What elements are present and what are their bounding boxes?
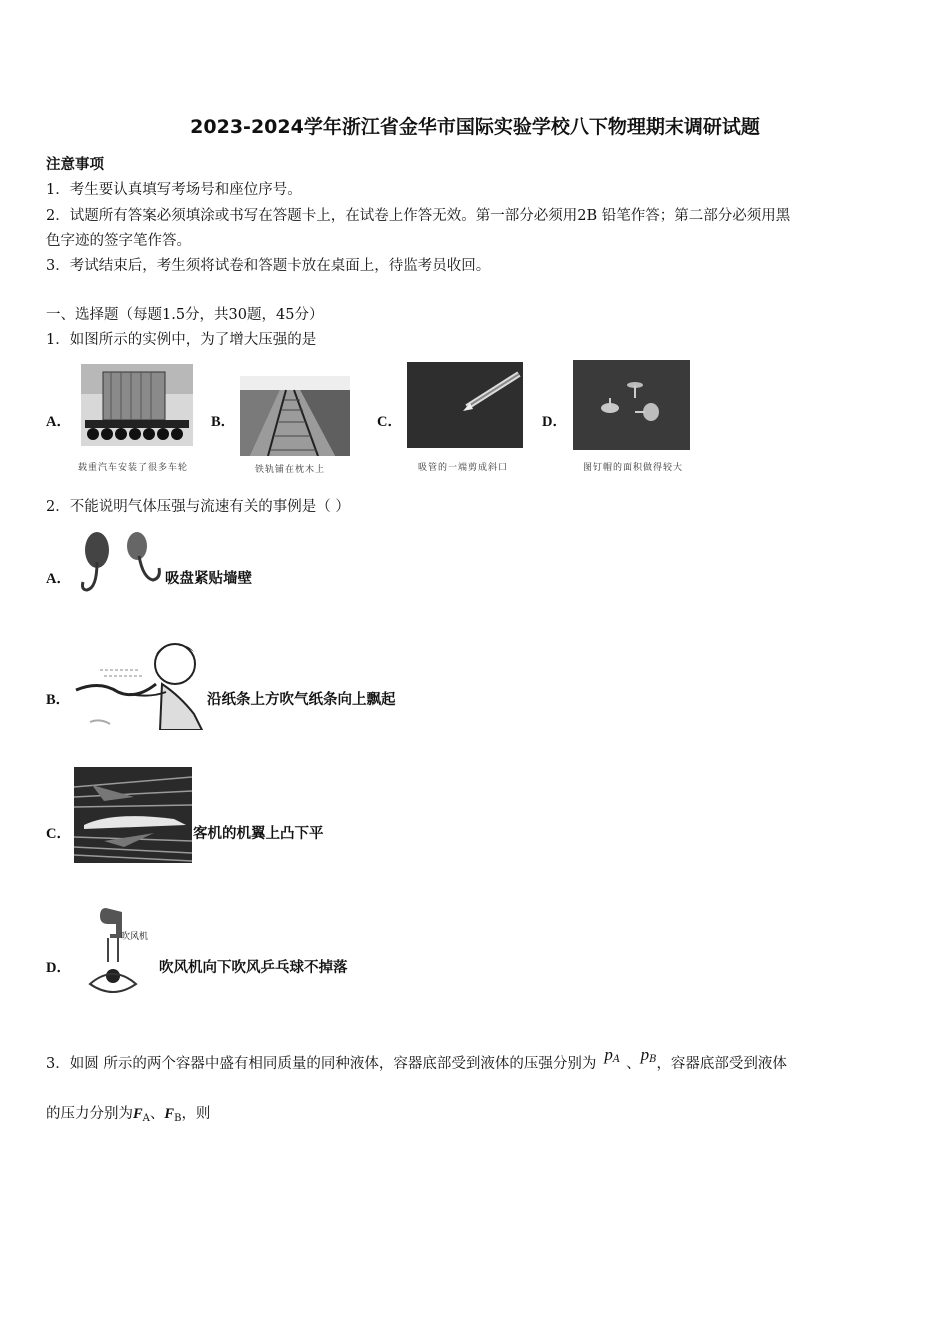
- q1-option-a-caption: 载重汽车安装了很多车轮: [78, 463, 189, 473]
- truck-image: [81, 364, 193, 446]
- q1-option-a-label: A．: [46, 414, 71, 430]
- q1-option-d-caption: 图钉帽的面积做得较大: [583, 463, 684, 473]
- q1-option-d-label: D．: [542, 414, 567, 430]
- suction-cup-image: [77, 528, 163, 600]
- pressure-a-symbol: p: [604, 1045, 613, 1064]
- force-b-symbol: F: [164, 1106, 175, 1122]
- notice-item: 3．考试结束后，考生须将试卷和答题卡放在桌面上，待监考员收回。: [46, 258, 491, 274]
- q2-option-d-text: 吹风机向下吹风乒乓球不掉落: [159, 959, 348, 976]
- separator: 、: [626, 1056, 641, 1072]
- question-3-stem-c: 的压力分别为: [46, 1106, 133, 1122]
- force-a-subscript: A: [142, 1113, 150, 1124]
- pushpin-image: [573, 360, 690, 450]
- boy-blowing-paper-image: [70, 636, 206, 730]
- railway-image: [240, 376, 350, 456]
- q2-option-b-label: B．: [46, 692, 71, 708]
- pressure-b-subscript: B: [649, 1054, 657, 1065]
- pressure-b-symbol: p: [640, 1045, 650, 1064]
- question-3-stem-d: ，则: [181, 1106, 211, 1122]
- q1-option-c-caption: 吸管的一端剪成斜口: [418, 463, 509, 473]
- notice-item: 2．试题所有答案必须填涂或书写在答题卡上，在试卷上作答无效。第一部分必须用2B 铅笔作答；第二部分必须用黑: [46, 208, 791, 224]
- airplane-wing-image: [74, 767, 192, 863]
- straw-image: [407, 362, 523, 448]
- q2-option-a-label: A．: [46, 571, 71, 587]
- page-title: 2023-2024学年浙江省金华市国际实验学校八下物理期末调研试题: [190, 116, 760, 138]
- q2-option-c-label: C．: [46, 826, 71, 842]
- q1-option-b-label: B．: [211, 414, 236, 430]
- question-3-stem-b: ，容器底部受到液体: [656, 1056, 787, 1072]
- notice-heading: 注意事项: [46, 156, 104, 173]
- notice-item: 1．考生要认真填写考场号和座位序号。: [46, 182, 302, 198]
- q2-option-b-text: 沿纸条上方吹气纸条向上飘起: [207, 691, 396, 708]
- question-3-stem-a: 3．如圆 所示的两个容器中盛有相同质量的同种液体，容器底部受到液体的压强分别为: [46, 1056, 597, 1072]
- hair-dryer-image: [86, 904, 158, 996]
- question-2-stem: 2．不能说明气体压强与流速有关的事例是（ ）: [46, 499, 350, 515]
- separator: 、: [149, 1106, 165, 1122]
- q1-option-c-label: C．: [377, 414, 402, 430]
- question-3-line1: [46, 1045, 787, 1073]
- section-heading: 一、选择题（每题1.5分，共30题，45分）: [46, 307, 324, 323]
- q1-option-b-caption: 铁轨铺在枕木上: [255, 465, 326, 475]
- question-3-line2: [46, 1102, 210, 1123]
- pressure-a-subscript: A: [612, 1054, 621, 1065]
- force-a-symbol: F: [133, 1106, 143, 1122]
- notice-item: 色字迹的签字笔作答。: [46, 233, 191, 249]
- force-b-subscript: B: [174, 1113, 182, 1124]
- q2-option-a-text: 吸盘紧贴墙壁: [165, 570, 252, 587]
- q2-option-c-text: 客机的机翼上凸下平: [193, 825, 324, 842]
- hair-dryer-label: 吹风机: [121, 932, 149, 942]
- q2-option-d-label: D．: [46, 960, 71, 976]
- question-1-stem: 1．如图所示的实例中，为了增大压强的是: [46, 332, 317, 348]
